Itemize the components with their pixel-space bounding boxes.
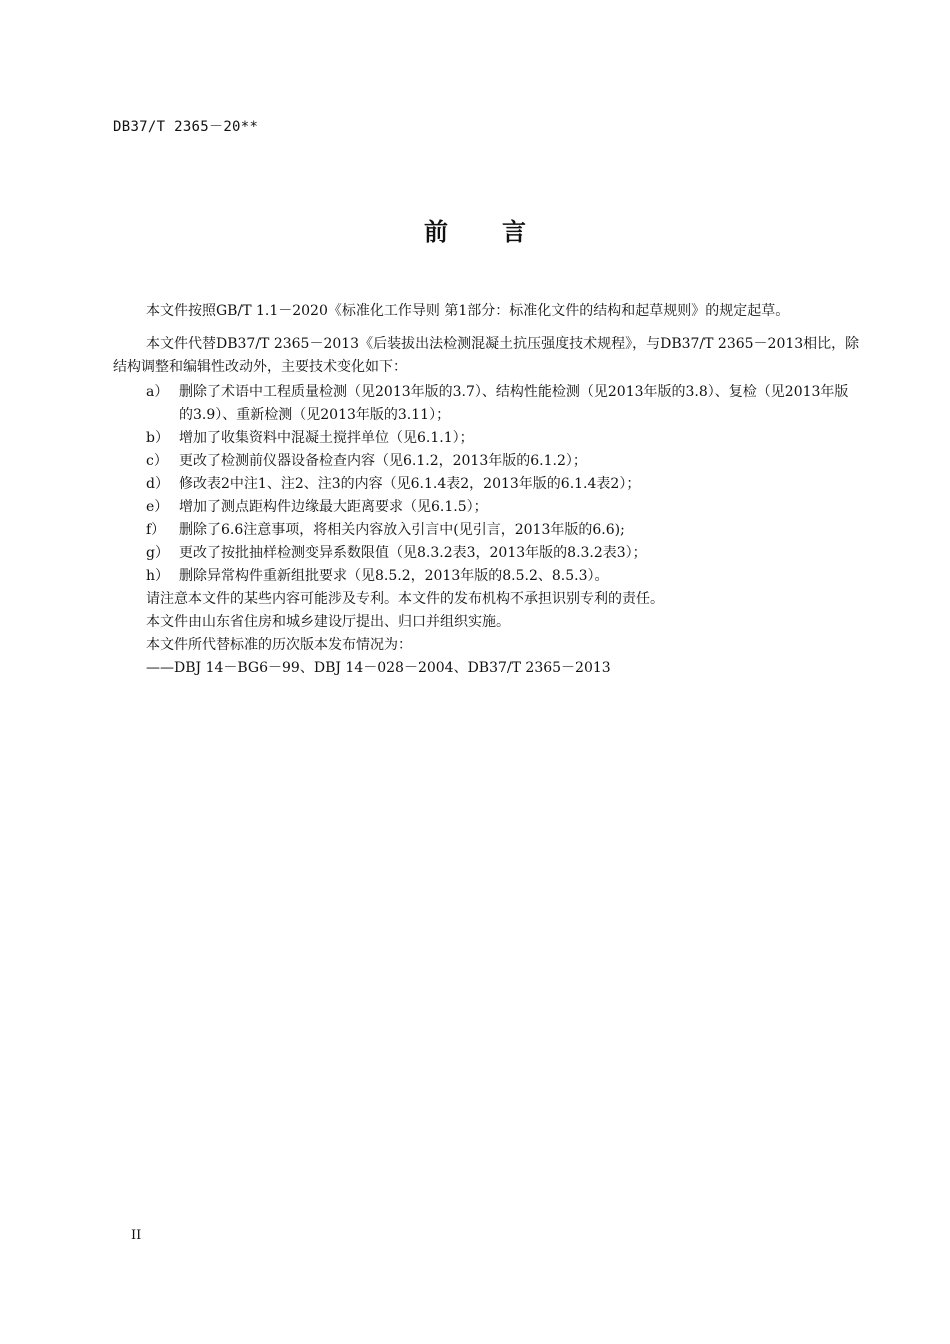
document-code: DB37/T 2365－20** — [113, 119, 259, 135]
paragraph-replacement: 本文件代替DB37/T 2365－2013《后装拔出法检测混凝土抗压强度技术规程》，与DB37/T 2365－2013相比，除结构调整和编辑性改动外，主要技术变化如下： — [113, 336, 860, 375]
list-item-text: 更改了按批抽样检测变异系数限值（见8.3.2表3，2013年版的8.3.2表3）； — [179, 545, 647, 561]
list-item — [146, 450, 861, 473]
list-item-label: f） — [146, 522, 166, 538]
history-intro: 本文件所代替标准的历次版本发布情况为： — [146, 637, 412, 653]
list-item-text: 删除了6.6注意事项，将相关内容放入引言中(见引言，2013年版的6.6); — [179, 522, 625, 538]
list-item-label: h） — [146, 568, 170, 584]
proposer-statement: 本文件由山东省住房和城乡建设厅提出、归口并组织实施。 — [146, 614, 510, 630]
list-item-label: b） — [146, 430, 169, 446]
list-item — [146, 565, 861, 588]
changes-list — [113, 381, 861, 588]
list-item — [146, 519, 861, 542]
list-item-text: 删除异常构件重新组批要求（见8.5.2，2013年版的8.5.2、8.5.3）。 — [179, 568, 609, 584]
list-item-label: d） — [146, 476, 169, 492]
list-item — [146, 381, 861, 427]
foreword-body — [113, 300, 861, 680]
list-item-label: a） — [146, 384, 169, 400]
list-item-text: 增加了测点距构件边缘最大距离要求（见6.1.5）； — [179, 499, 488, 515]
page-title — [0, 212, 950, 247]
title-part-2: 言 — [502, 218, 526, 246]
patent-notice: 请注意本文件的某些内容可能涉及专利。本文件的发布机构不承担识别专利的责任。 — [146, 591, 664, 607]
list-item-label: e） — [146, 499, 169, 515]
list-item — [146, 496, 861, 519]
list-item-text: 增加了收集资料中混凝土搅拌单位（见6.1.1）； — [179, 430, 474, 446]
list-item — [146, 542, 861, 565]
title-part-1: 前 — [424, 218, 448, 246]
paragraph-drafting-rules: 本文件按照GB/T 1.1－2020《标准化工作导则 第1部分：标准化文件的结构和起草规则》的规定起草。 — [146, 303, 790, 319]
list-item-label: g） — [146, 545, 169, 561]
list-item-text: 更改了检测前仪器设备检查内容（见6.1.2，2013年版的6.1.2）； — [179, 453, 587, 469]
list-item-text: 删除了术语中工程质量检测（见2013年版的3.7）、结构性能检测（见2013年版的3.8）、复检（见2013年版的3.9）、重新检测（见2013年版的3.11）； — [179, 384, 849, 423]
list-item-label: c） — [146, 453, 168, 469]
list-item — [146, 473, 861, 496]
page-number: II — [131, 1228, 142, 1243]
list-item — [146, 427, 861, 450]
history-versions: ——DBJ 14－BG6－99、DBJ 14－028－2004、DB37/T 2365－2013 — [146, 660, 611, 676]
list-item-text: 修改表2中注1、注2、注3的内容（见6.1.4表2，2013年版的6.1.4表2）； — [179, 476, 641, 492]
